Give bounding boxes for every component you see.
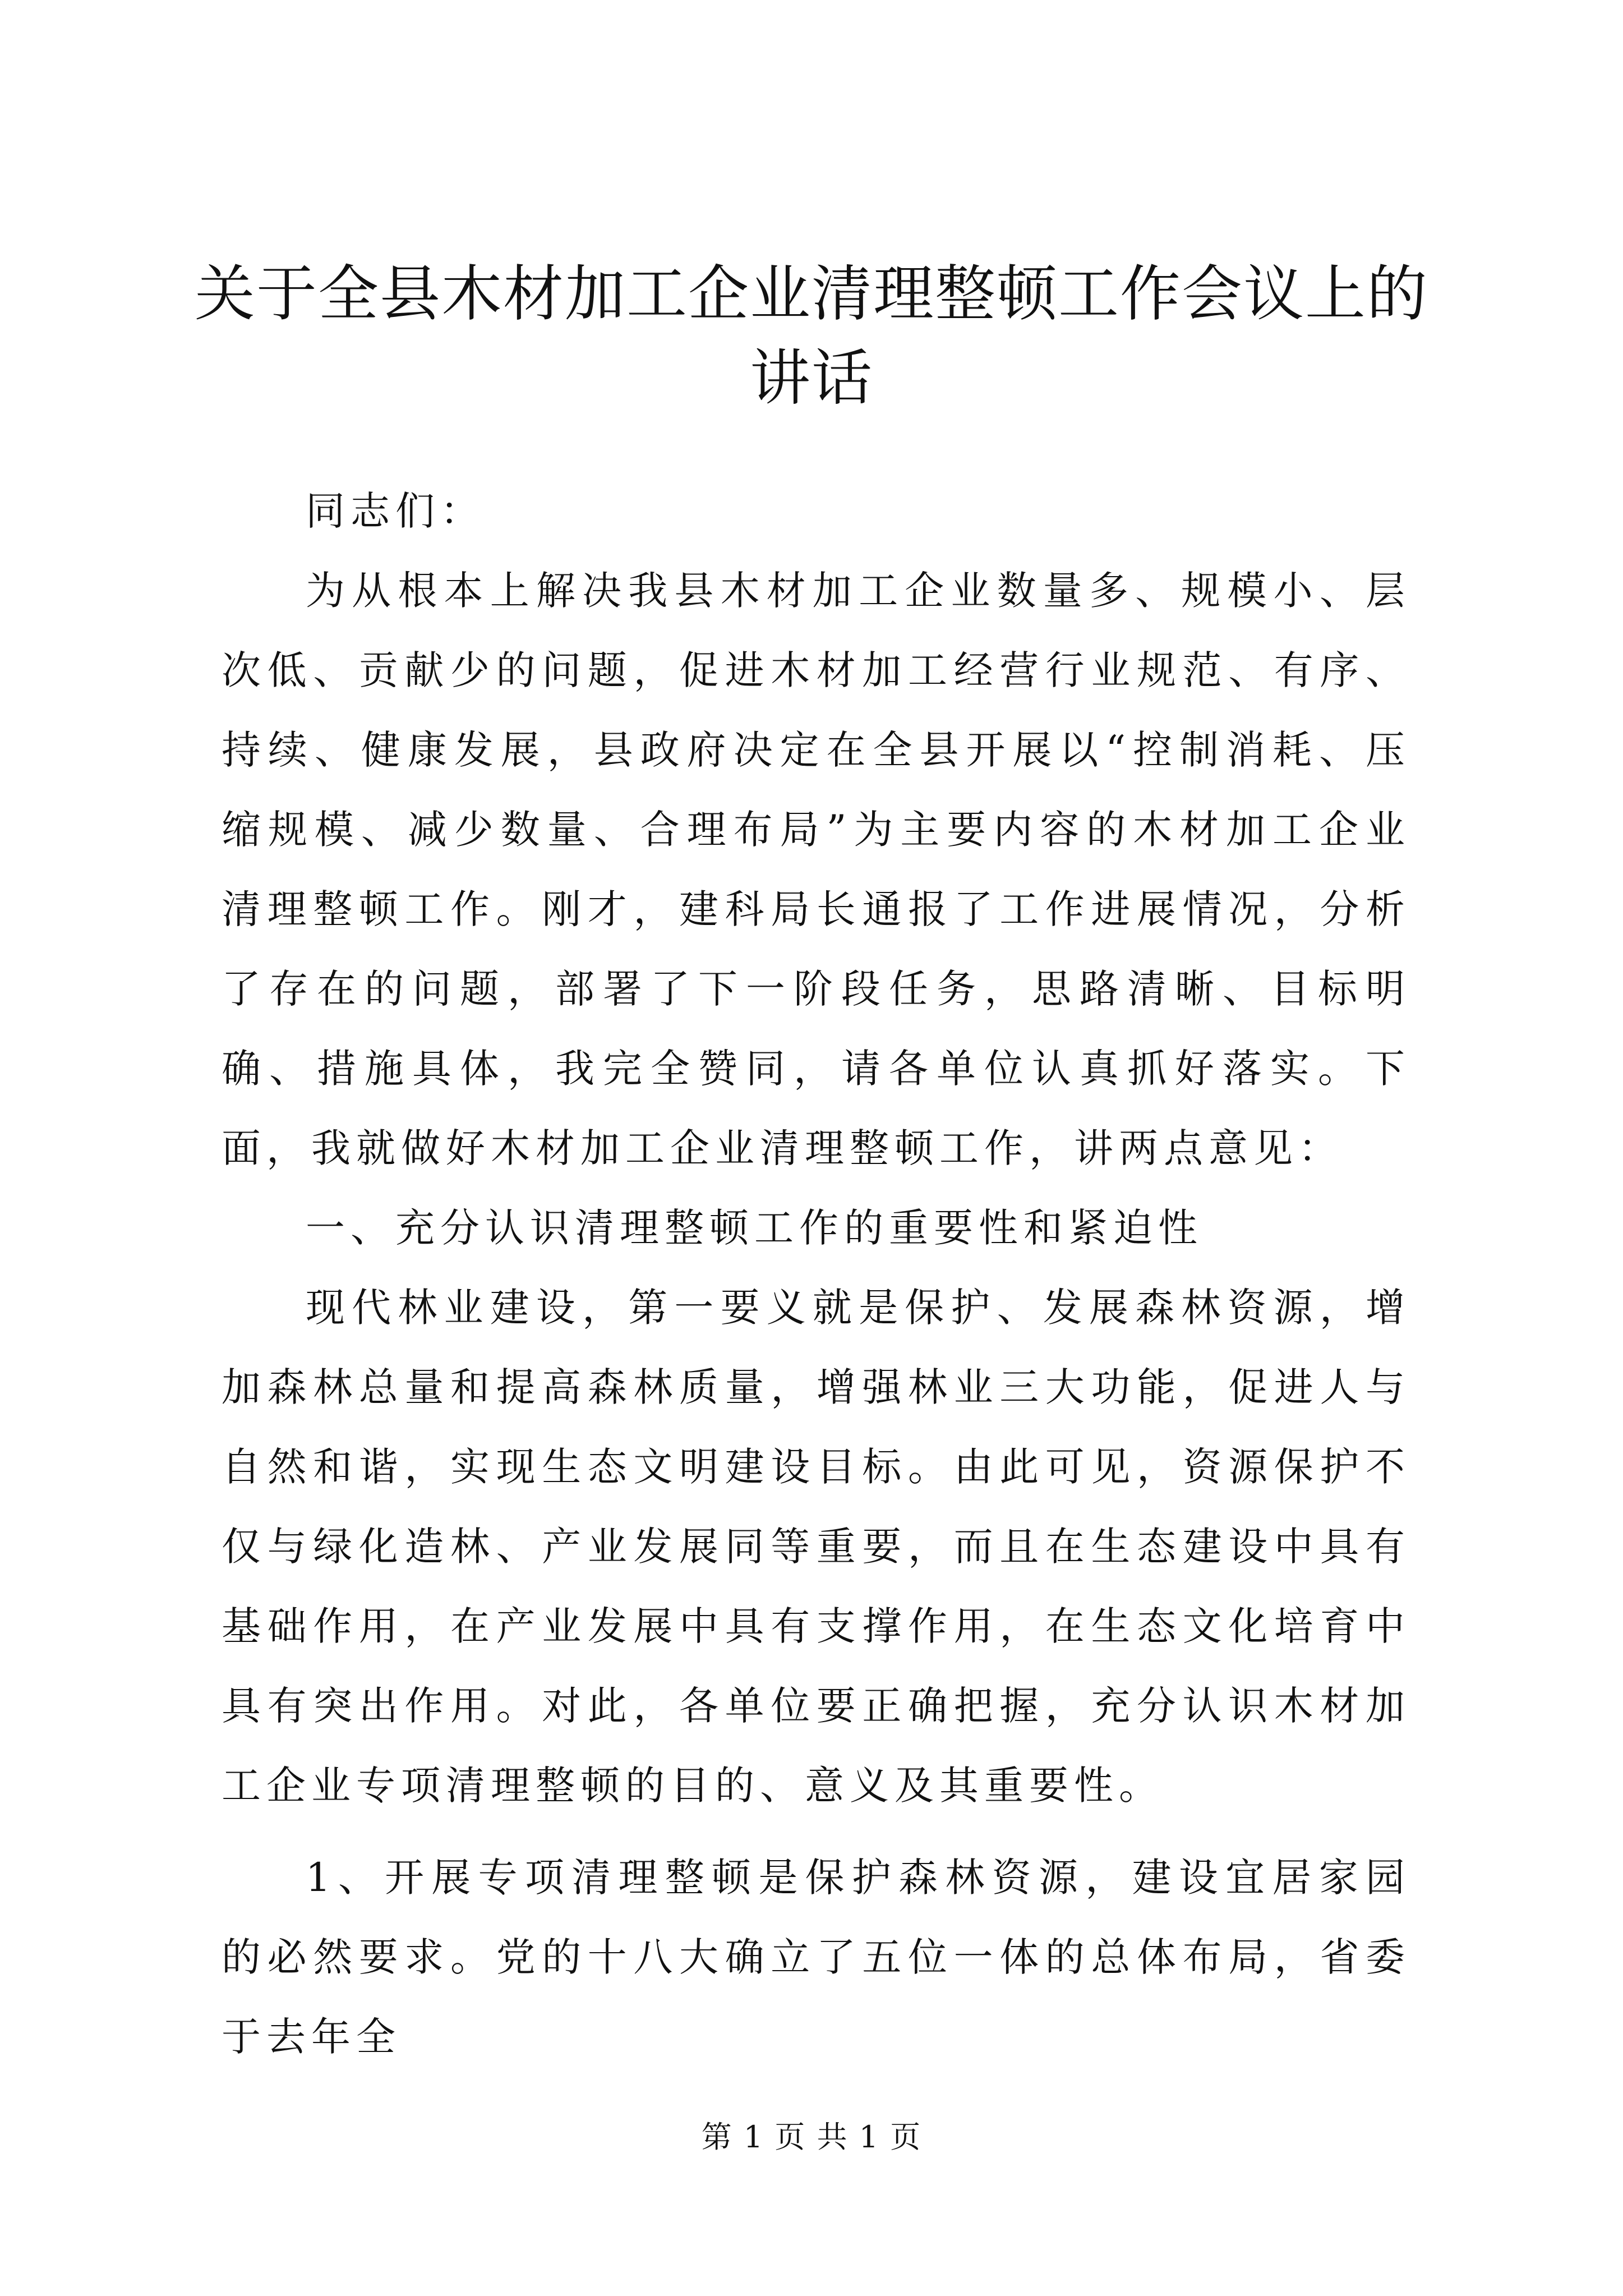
paragraph-point-1: 1、开展专项清理整顿是保护森林资源，建设宜居家园的必然要求。党的十八大确立了五位一体的总体布局，省委于去年全 [222,1855,1410,2060]
page-footer: 第 1 页 共 1 页 [701,2119,922,2155]
salutation: 同志们： [306,488,485,534]
document-title [185,252,1438,421]
document-body [222,471,1410,2077]
section-heading-1: 一、充分认识清理整顿工作的重要性和紧迫性 [306,1205,1203,1251]
paragraph-intro: 为从根本上解决我县木材加工企业数量多、规模小、层次低、贡献少的问题，促进木材加工经营行业规范、有序、持续、健康发展，县政府决定在全县开展以“控制消耗、压缩规模、减少数量、合理布局”为主要内容的木材加工企业清理整顿工作。刚才，建科局长通报了工作进展情况，分析了存在的问题，部署了下一阶段任务，思路清晰、目标明确、措施具体，我完全赞同，请各单位认真抓好落实。下面，我就做好木材加工企业清理整顿工作，讲两点意见： [222,568,1410,1171]
paragraph-section-1: 现代林业建设，第一要义就是保护、发展森林资源，增加森林总量和提高森林质量，增强林业三大功能，促进人与自然和谐，实现生态文明建设目标。由此可见，资源保护不仅与绿化造林、产业发展同等重要，而且在生态建设中具有基础作用，在产业发展中具有支撑作用，在生态文化培育中具有突出作用。对此，各单位要正确把握，充分认识木材加工企业专项清理整顿的目的、意义及其重要性。 [222,1285,1410,1809]
title-line-1: 关于全县木材加工企业清理整顿工作会议上的 [194,259,1428,329]
title-line-2: 讲话 [749,343,873,413]
